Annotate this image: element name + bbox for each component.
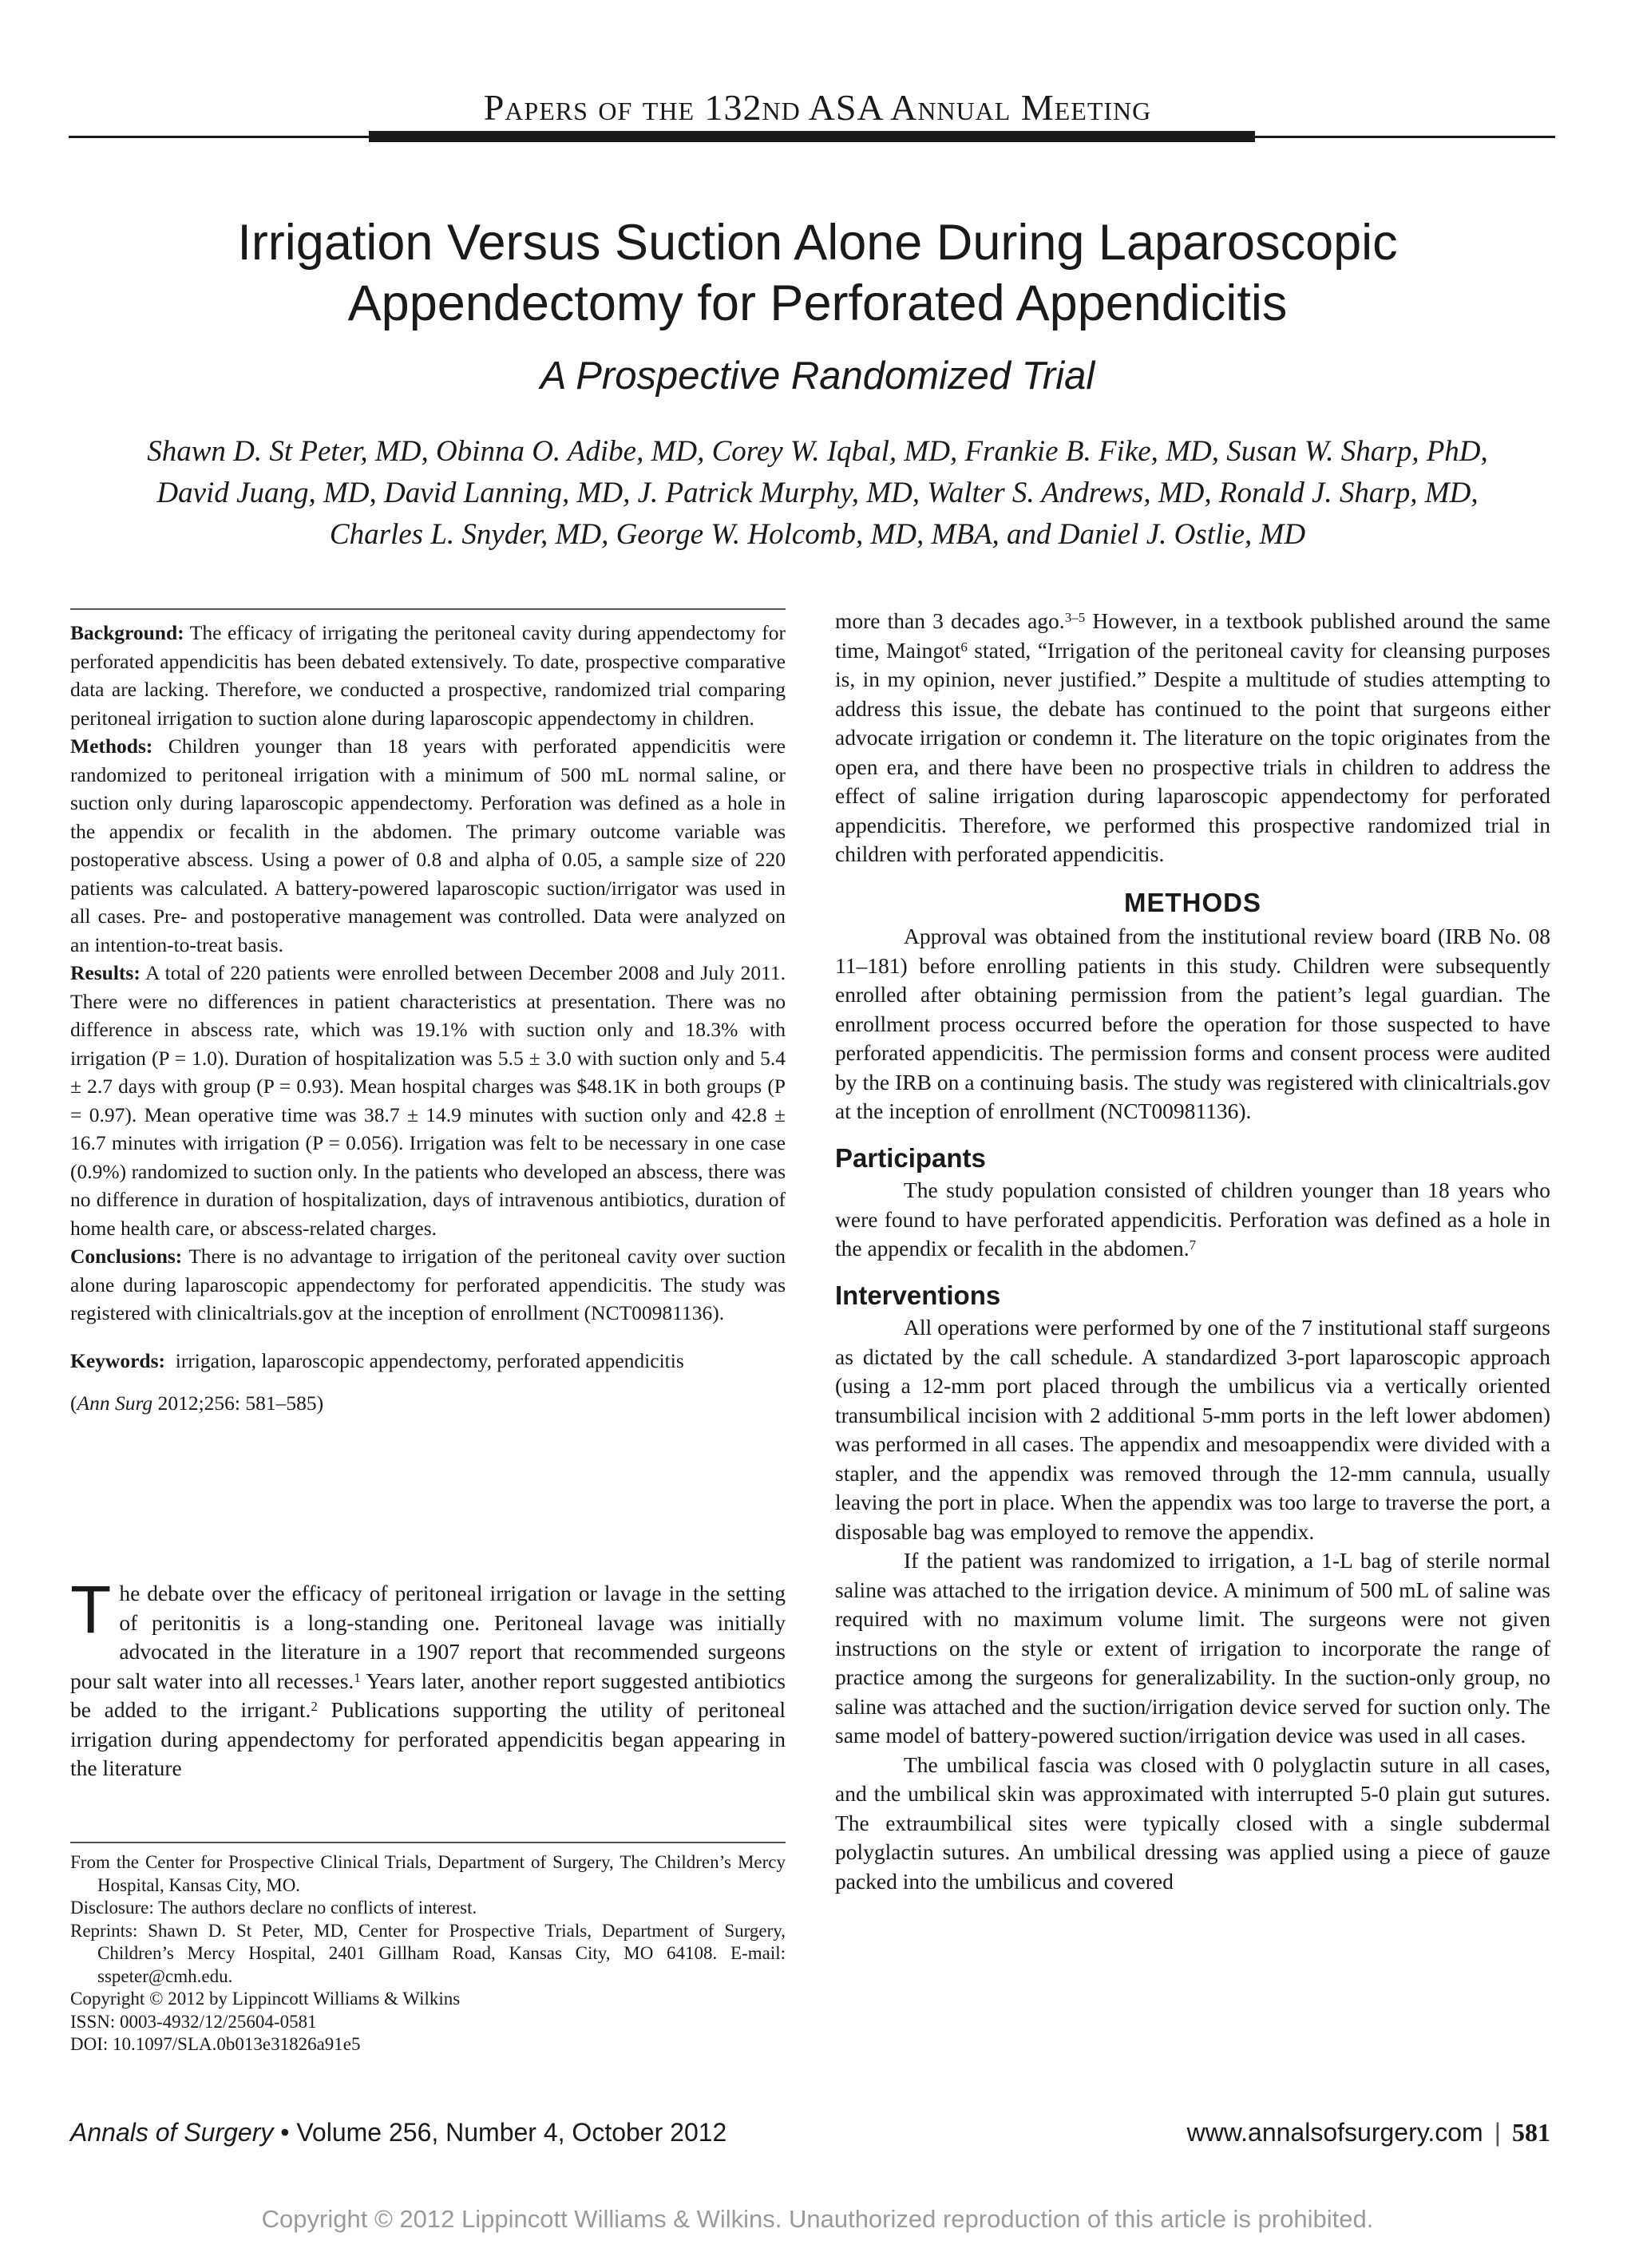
footnote-affiliation: From the Center for Prospective Clinical Trials, Department of Surgery, The Children’s Mercy Hospital, Kansas City, MO.	[70, 1852, 786, 1895]
footer-bullet: •	[280, 2118, 290, 2147]
reference-marker: 1	[354, 1669, 361, 1685]
running-head: Papers of the 132nd ASA Annual Meeting	[483, 87, 1152, 128]
reference-marker: 3–5	[1064, 610, 1086, 626]
abstract-conclusions	[70, 1242, 786, 1328]
interventions-paragraph: The umbilical fascia was closed with 0 polyglactin suture in all cases, and the umbilical skin was approximated with interrupted 5-0 plain gut sutures. The extraumbilical sites were typically closed with a single subdermal polyglactin sutures. An umbilical dressing was applied using a piece of gauze packed into the umbilicus and covered	[835, 1751, 1550, 1894]
author-line: Charles L. Snyder, MD, George W. Holcomb, MD, MBA, and Daniel J. Ostlie, MD	[329, 518, 1306, 551]
intro-paragraph: The debate over the efficacy of peritoneal irrigation or lavage in the setting of peritonitis is a long-standing one. Peritoneal lavage was initially advocated in the literature in a 1907 report that recommended surgeons pour salt water into all recesses.$^1$ Years later, another report suggested antibiotics be added to the irrigant.$^2$ Publications supporting the utility of peritoneal irrigation during appendectomy for perforated appendicitis began appearing in the literature	[70, 1572, 786, 1780]
footnote-disclosure: Disclosure: The authors declare no conflicts of interest.	[70, 1898, 477, 1918]
abstract-results	[70, 959, 786, 1242]
introduction	[70, 1572, 786, 1783]
footnote	[70, 1851, 786, 2056]
article-subtitle: A Prospective Randomized Trial	[540, 354, 1095, 398]
interventions-heading: Interventions	[835, 1280, 1001, 1310]
abstract-keywords	[70, 1347, 786, 1375]
page-number: 581	[1512, 2118, 1550, 2147]
drop-cap: T	[70, 1572, 112, 1647]
participants-paragraph: The study population consisted of children younger than 18 years who were found to have perforated appendicitis. Perforation was defined as a hole in the appendix or fecalith in the abdomen.$^7$	[835, 1178, 1550, 1261]
citation-rest: 2012;256: 581–585)	[152, 1391, 324, 1415]
citation: (Ann Surg 2012;256: 581–585)	[70, 1391, 324, 1415]
background-text: The efficacy of irrigating the peritoneal cavity during appendectomy for perforated appendicitis has been debated extensively. To date, prospective comparative data are lacking. Therefore, we conducted a prospective, randomized trial comparing peritoneal irrigation to suction alone during laparoscopic appendectomy in children.	[70, 621, 786, 730]
abstract	[70, 619, 786, 1418]
results-text: A total of 220 patients were enrolled between December 2008 and July 2011. There were no differences in patient characteristics at presentation. There was no difference in abscess rate, which was 19.1% with suction only and 18.3% with irrigation (P = 1.0). Duration of hospitalization was 5.5 ± 3.0 with suction only and 5.4 ± 2.7 days with group (P = 0.93). Mean hospital charges was $48.1K in both groups (P = 0.97). Mean operative time was 38.7 ± 14.9 minutes with suction only and 42.8 ± 16.7 minutes with irrigation (P = 0.056). Irrigation was felt to be necessary in one case (0.9%) randomized to suction only. In the patients who developed an abscess, there was no difference in duration of hospitalization, days of intravenous antibiotics, duration of home health care, or abscess-related charges.	[70, 961, 786, 1240]
footnote-rule	[70, 1842, 786, 1843]
footer-journal: Annals of Surgery	[70, 2118, 274, 2147]
keywords-label: Keywords:	[70, 1348, 165, 1372]
footnote-doi: DOI: 10.1097/SLA.0b013e31826a91e5	[70, 2034, 361, 2054]
keywords-text: irrigation, laparoscopic appendectomy, perforated appendicitis	[175, 1348, 684, 1372]
author-list	[80, 431, 1555, 556]
results-label: Results:	[70, 961, 141, 984]
conclusions-label: Conclusions:	[70, 1245, 183, 1268]
footer-separator: |	[1494, 2118, 1501, 2147]
footnote-copyright: Copyright © 2012 by Lippincott Williams & Wilkins	[70, 1989, 461, 2009]
footer-journal-info	[70, 2118, 726, 2147]
interventions-paragraph: If the patient was randomized to irrigation, a 1-L bag of sterile normal saline was attached to the irrigation device. A minimum of 500 mL of saline was required with no maximum volume limit. The surgeons were not given instructions on the style or extent of irrigation to incorporate the range of practice among the surgeons for generalizability. In the suction-only group, no saline was attached and the suction/irrigation device served for suction only. The same model of battery-powered suction/irrigation device was used in all cases.	[835, 1548, 1550, 1748]
conclusions-text: There is no advantage to irrigation of the peritoneal cavity over suction alone during laparoscopic appendectomy for perforated appendicitis. The study was registered with clinicaltrials.gov at the inception of enrollment (NCT00981136).	[70, 1245, 786, 1324]
running-head-bar	[369, 131, 1255, 142]
copyright-notice: Copyright © 2012 Lippincott Williams & Wilkins. Unauthorized reproduction of this article is prohibited.	[261, 2205, 1374, 2233]
reference-marker: 6	[960, 639, 968, 655]
participants-heading: Participants	[835, 1142, 986, 1173]
interventions-paragraph: All operations were performed by one of the 7 institutional staff surgeons as dictated by the call schedule. A standardized 3-port laparoscopic approach (using a 12-mm port placed through the umbilicus via a vertically oriented transumbilical incision with 2 additional 5-mm ports in the left lower abdomen) was performed in all cases. The appendix and mesoappendix were divided with a stapler, and the appendix was removed through the 12-mm cannula, usually leaving the port in place. When the appendix was too large to traverse the port, a disposable bag was employed to remove the appendix.	[835, 1315, 1550, 1544]
abstract-background	[70, 619, 786, 732]
footer-issue: Volume 256, Number 4, October 2012	[296, 2118, 727, 2147]
footnote-issn: ISSN: 0003-4932/12/25604-0581	[70, 2011, 317, 2032]
methods-label: Methods:	[70, 734, 153, 758]
title-line-2: Appendectomy for Perforated Appendicitis	[347, 275, 1288, 331]
title-line-1: Irrigation Versus Suction Alone During Laparoscopic	[237, 215, 1398, 271]
citation-journal: Ann Surg	[77, 1391, 153, 1415]
footnote-reprints: Reprints: Shawn D. St Peter, MD, Center for Prospective Trials, Department of Surgery, Children’s Mercy Hospital, 2401 Gillham Road, Kansas City, MO 64108. E-mail: sspeter@cmh.edu.	[70, 1920, 786, 1986]
author-line: Shawn D. St Peter, MD, Obinna O. Adibe, MD, Corey W. Iqbal, MD, Frankie B. Fike, MD, Susan W. Sharp, PhD,	[147, 435, 1488, 468]
abstract-rule	[70, 608, 786, 610]
methods-paragraph: Approval was obtained from the institutional review board (IRB No. 08 11–181) before enrolling patients in this study. Children were subsequently enrolled after obtaining permission from the patient’s legal guardian. The enrollment process occurred before the operation for those suspected to have perforated appendicitis. The permission forms and consent process were audited by the IRB on a continuing basis. The study was registered with clinicaltrials.gov at the inception of enrollment (NCT00981136).	[835, 924, 1550, 1123]
methods-text: Children younger than 18 years with perforated appendicitis were randomized to peritoneal irrigation with a minimum of 500 mL normal saline, or suction only during laparoscopic appendectomy. Perforation was defined as a hole in the appendix or fecalith in the abdomen. The primary outcome variable was postoperative abscess. Using a power of 0.8 and alpha of 0.05, a sample size of 220 patients was calculated. A battery-powered laparoscopic suction/irrigator was used in all cases. Pre- and postoperative management was controlled. Data were analyzed on an intention-to-treat basis.	[70, 734, 786, 956]
reference-marker: 2	[311, 1699, 318, 1715]
author-line: David Juang, MD, David Lanning, MD, J. Patrick Murphy, MD, Walter S. Andrews, MD, Ronald J. Sharp, MD,	[156, 477, 1479, 509]
intro-continuation: more than 3 decades ago.$^{3-5}$ However, in a textbook published around the same time, Maingot$^6$ stated, “Irrigation of the peritoneal cavity for cleansing purposes is, in my opinion, never justified.” Despite a multitude of studies attempting to address this issue, the debate has continued to the point that surgeons either advocate irrigation or condemn it. The literature on the topic originates from the open era, and there have been no prospective trials in children to address the effect of saline irrigation during laparoscopic appendectomy for perforated appendicitis. Therefore, we performed this prospective randomized trial in children with perforated appendicitis.	[835, 608, 1550, 866]
footer-website: www.annalsofsurgery.com	[1186, 2118, 1483, 2147]
right-column	[835, 607, 1550, 1896]
abstract-methods	[70, 732, 786, 959]
footer-site-info	[1187, 2118, 1550, 2147]
methods-heading: METHODS	[1124, 887, 1261, 917]
reference-marker: 7	[1189, 1237, 1197, 1253]
article-title	[96, 212, 1539, 334]
background-label: Background:	[70, 621, 184, 644]
